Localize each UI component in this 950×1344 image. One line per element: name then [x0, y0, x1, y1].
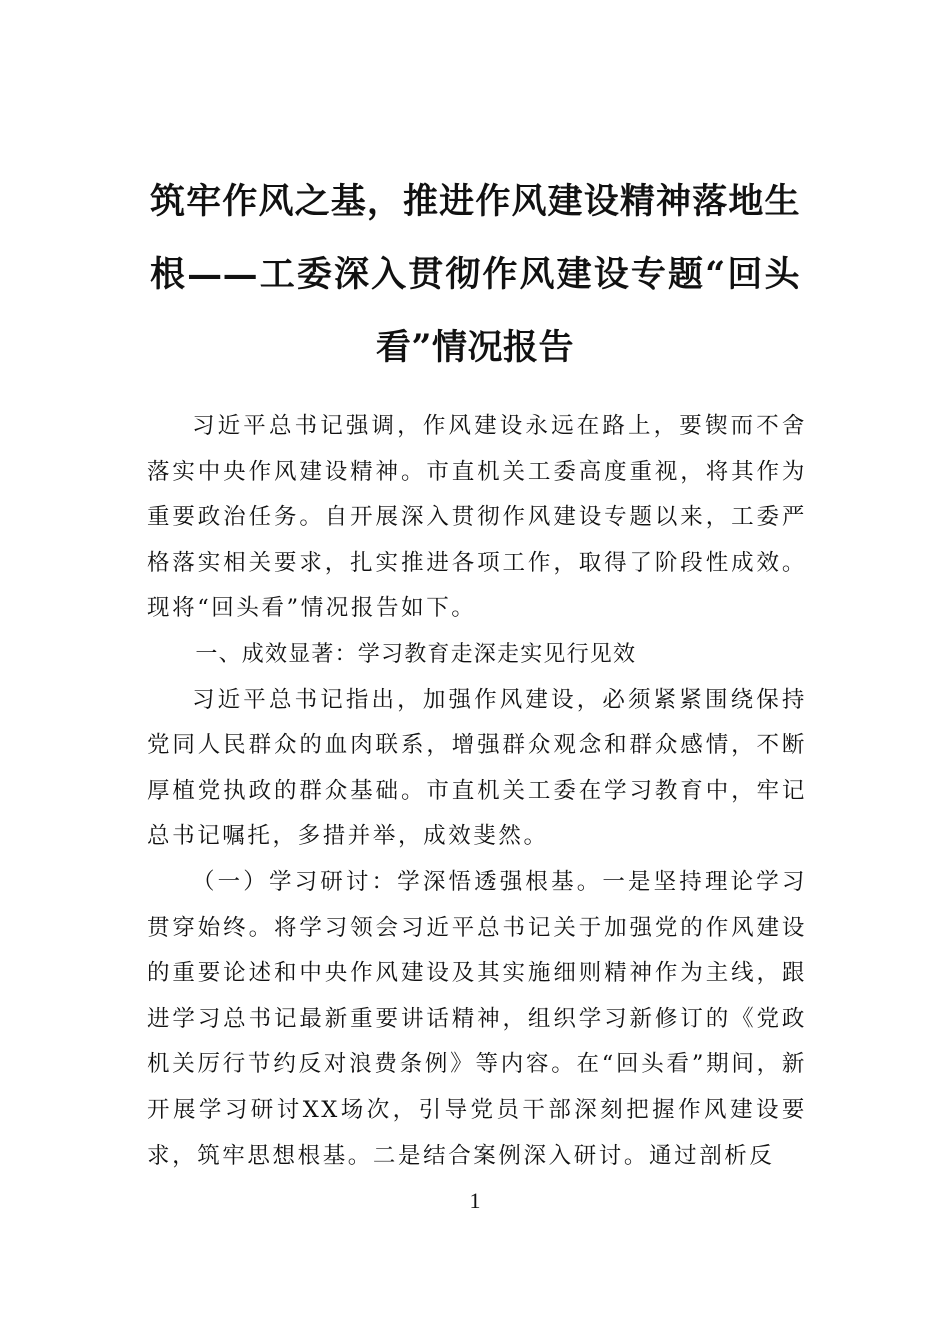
document-title: 筑牢作风之基，推进作风建设精神落地生根——工委深入贯彻作风建设专题“回头看”情况报告: [150, 181, 800, 368]
intro-paragraph: 习近平总书记强调，作风建设永远在路上，要锲而不舍落实中央作风建设精神。市直机关工委高度重视，将其作为重要政治任务。自开展深入贯彻作风建设专题以来，工委严格落实相关要求，扎实推进各项工作，取得了阶段性成效。现将“回头看”情况报告如下。: [147, 413, 807, 622]
section-heading: 一、成效显著：学习教育走深走实见行见效: [195, 641, 637, 667]
page-number: 1: [469, 1188, 481, 1213]
subsection-paragraph: （一）学习研讨：学深悟透强根基。一是坚持理论学习贯穿始终。将学习领会习近平总书记关于加强党的作风建设的重要论述和中央作风建设及其实施细则精神作为主线，跟进学习总书记最新重要讲话精神，组织学习新修订的《党政机关厉行节约反对浪费条例》等内容。在“回头看”期间，新开展学习研讨XX场次，引导党员干部深刻把握作风建设要求，筑牢思想根基。二是结合案例深入研讨。通过剖析反: [147, 868, 807, 1169]
document-body: [147, 404, 807, 1179]
section-paragraph: 习近平总书记指出，加强作风建设，必须紧紧围绕保持党同人民群众的血肉联系，增强群众观念和群众感情，不断厚植党执政的群众基础。市直机关工委在学习教育中，牢记总书记嘱托，多措并举，成效斐然。: [147, 686, 807, 850]
